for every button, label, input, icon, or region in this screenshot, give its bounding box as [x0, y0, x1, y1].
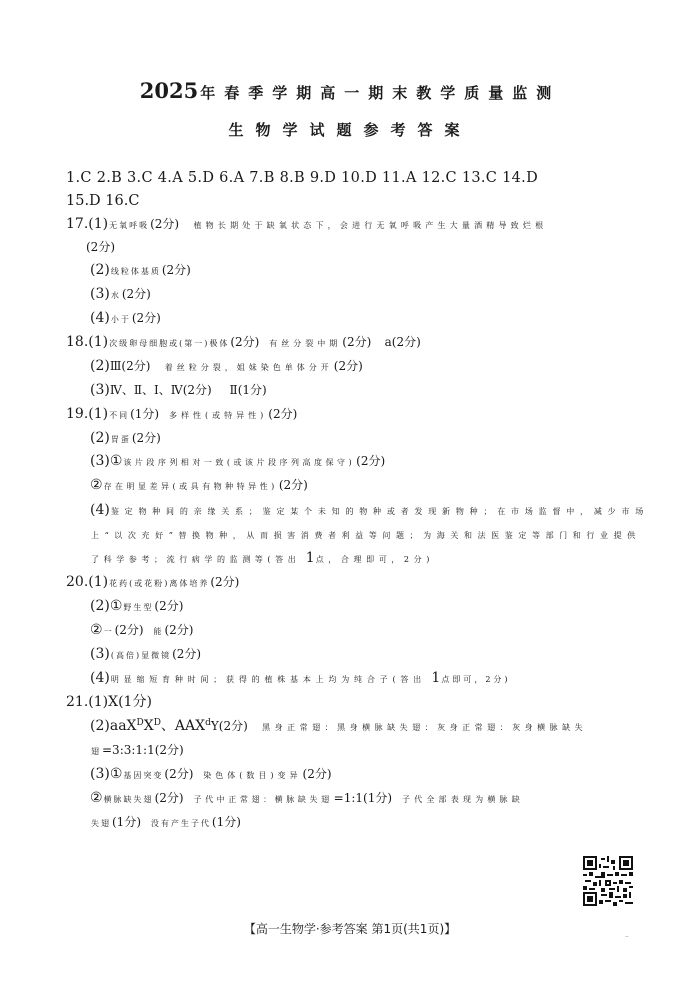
q19-4-answer-l3b: 点，合理即可，2分) [315, 555, 434, 564]
q17-line [90, 310, 161, 328]
q20-2b-answer2: 能 [153, 627, 164, 636]
q21-3-num: (3)① [90, 766, 123, 782]
q17-1-score: (2分) [150, 217, 180, 231]
q20-2-score: (2分) [154, 599, 184, 613]
q20-4-answer: 明显缩短育种时间；获得的植株基本上均为纯合子(答出 [110, 675, 426, 684]
q21-2-num: (2) [90, 718, 110, 734]
q21-3b-answer: 横脉缺失翅 [103, 795, 154, 804]
q19-4-num: (4) [90, 502, 110, 518]
q21-3b-ratio: =1:1(1分) [333, 791, 393, 805]
q18-1-num: 18.(1) [66, 334, 109, 350]
q21-3-score: (2分) [164, 767, 194, 781]
q21-2-genotype: $aaX^DX^D$、AAX$^d$Y(2分) [109, 718, 248, 734]
q20-2b-score2: (2分) [164, 623, 194, 637]
q21-3b-answer4: 没有产生子代 [150, 819, 211, 828]
q18-2-explain: 着丝粒分裂，姐妹染色单体分开 [164, 363, 333, 372]
q19-2-num: (2) [90, 430, 110, 446]
q19-3-answer: 该片段序列相对一致(或该片段序列高度保守) [123, 458, 356, 467]
q19-1-score2: (2分) [268, 407, 298, 421]
q17-1-score2: (2分) [86, 240, 115, 254]
q18-1-answer: 次级卵母细胞或(第一)极体 [109, 339, 230, 348]
q17-3-score: (2分) [121, 287, 151, 301]
page-footer: 【高一生物学·参考答案 第1页(共1页)】 [243, 922, 457, 936]
q19-4-answer-l1: 鉴定物种间的亲缘关系；鉴定某个未知的物种或者发现新物种；在市场监督中，减少市场 [110, 507, 650, 516]
q19-3b-score: (2分) [278, 478, 308, 492]
answer-key-subtitle: 生物学试题参考答案 [228, 121, 472, 139]
q17-4-answer: 小于 [110, 315, 131, 324]
q19-1-answer2: 多样性(或特异性) [169, 411, 268, 420]
q21-line [90, 766, 332, 784]
q18-1-answer3: a(2分) [384, 335, 421, 349]
q17-2-score: (2分) [161, 263, 191, 277]
q21-3-score2: (2分) [302, 767, 332, 781]
q19-1-num: 19.(1) [66, 406, 109, 422]
q18-1-score: (2分) [230, 335, 260, 349]
q18-2-num: (2) [90, 358, 110, 374]
q21-line [90, 718, 588, 736]
q19-4-answer-l2: 上“以次充好”替换物种，从而损害消费者利益等问题；为海关和法医鉴定等部门和行业提供 [91, 531, 641, 540]
q17-line [86, 239, 115, 255]
q17-1-explain: 植物长期处于缺氧状态下，会进行无氧呼吸产生大量酒精导致烂根 [193, 221, 548, 230]
q20-1-num: 20.(1) [66, 574, 109, 590]
q20-2-answer: 野生型 [123, 603, 154, 612]
q19-3-num: (3)① [90, 453, 123, 469]
q17-3-answer: 水 [110, 291, 121, 300]
q21-1-num: 21.(1) [66, 694, 109, 710]
q21-3b-answer3b: 失翅 [91, 819, 111, 828]
q18-2-answer: Ⅲ(2分) [109, 359, 151, 373]
q20-2b-num: ② [90, 622, 103, 638]
q18-line [90, 358, 363, 376]
q21-2-ratio: =3:3:1:1(2分) [102, 743, 184, 757]
q19-2-score: (2分) [131, 431, 161, 445]
q18-1-score2: (2分) [342, 335, 372, 349]
q17-line [66, 216, 548, 234]
q17-2-answer: 线粒体基质 [110, 267, 161, 276]
q20-4-num: (4) [90, 670, 110, 686]
q19-3b-answer: 存在明显差异(或具有物种特异性) [103, 482, 278, 491]
q21-2-ratio-text2: 翅 [91, 747, 101, 756]
q19-3b-num: ② [90, 477, 103, 493]
q19-line [90, 502, 650, 520]
q17-1-num: 17.(1) [66, 216, 109, 232]
q21-line [66, 694, 152, 710]
q20-line [66, 574, 239, 592]
q18-2-score: (2分) [333, 359, 363, 373]
q17-line [90, 262, 191, 280]
q20-2b-answer: 一 [103, 627, 114, 636]
q20-line [90, 622, 193, 640]
q18-3-num: (3) [90, 382, 110, 398]
q18-3-answer2: Ⅱ(1分) [229, 383, 267, 397]
q19-line [90, 550, 435, 568]
q17-3-num: (3) [90, 286, 110, 302]
q17-4-num: (4) [90, 310, 110, 326]
q21-3b-answer3: 子代全部表现为横脉缺 [401, 795, 524, 804]
q19-line [66, 406, 297, 424]
q21-1-answer: X(1分) [108, 694, 152, 710]
q20-line [90, 646, 201, 664]
q20-3-score: (2分) [172, 647, 202, 661]
q20-2b-score: (2分) [114, 623, 144, 637]
q21-3-answer2: 染色体(数目)变异 [203, 771, 302, 780]
q20-1-score: (2分) [210, 575, 240, 589]
q21-3b-answer2: 子代中正常翅：横脉缺失翅 [193, 795, 333, 804]
q19-line [90, 477, 308, 495]
q19-4-count: 1 [305, 550, 315, 566]
q21-3b-score2: (1分) [112, 815, 141, 829]
q19-2-answer: 胃蛋 [110, 435, 131, 444]
q18-line [66, 334, 421, 352]
q19-3-score: (2分) [356, 454, 386, 468]
q21-3-answer: 基因突变 [123, 771, 164, 780]
q21-3b-score: (2分) [154, 791, 184, 805]
q21-line [90, 742, 184, 760]
q18-line [90, 382, 267, 398]
mc-answers-line1: 1.C 2.B 3.C 4.A 5.D 6.A 7.B 8.B 9.D 10.D 11.A 12.C 13.C 14.D [66, 170, 538, 186]
exam-year: 2025 [139, 78, 199, 103]
q20-2-num: (2)① [90, 598, 123, 614]
q20-3-num: (3) [90, 646, 110, 662]
q20-4-answer2: 点即可，2分) [441, 675, 511, 684]
qr-code-icon [583, 856, 633, 906]
q21-line [90, 790, 525, 808]
q21-2-ratio-text: 黑身正常翅：黑身横脉缺失翅：灰身正常翅：灰身横脉缺失 [262, 723, 588, 732]
q21-line [90, 814, 241, 832]
q17-line [90, 286, 151, 304]
q20-3-answer: (高倍)显微镜 [110, 651, 172, 660]
q18-1-answer2: 有丝分裂中期 [269, 339, 342, 348]
q19-1-answer: 不同 [109, 411, 130, 420]
q19-line [90, 526, 642, 544]
corner-mark: .. [625, 932, 629, 939]
exam-title-text: 年春季学期高一期末教学质量监测 [200, 84, 561, 102]
q18-3-answer: Ⅳ、Ⅱ、Ⅰ、Ⅳ(2分) [109, 383, 212, 397]
q20-4-count: 1 [431, 670, 441, 686]
q20-1-answer: 花药(或花粉)离体培养 [109, 579, 210, 588]
q17-4-score: (2分) [131, 311, 161, 325]
q19-1-score: (1分) [130, 407, 160, 421]
q20-line [90, 670, 512, 688]
q17-2-num: (2) [90, 262, 110, 278]
q19-4-answer-l3: 了科学参考；流行病学的监测等(答出 [91, 555, 301, 564]
q19-line [90, 453, 385, 471]
q21-3b-score3: (1分) [211, 815, 241, 829]
q19-line [90, 430, 161, 448]
q20-line [90, 598, 183, 616]
q17-1-answer: 无氧呼吸 [109, 221, 150, 230]
mc-answers-line2: 15.D 16.C [66, 193, 140, 209]
q21-3b-num: ② [90, 790, 103, 806]
exam-title [0, 78, 700, 103]
